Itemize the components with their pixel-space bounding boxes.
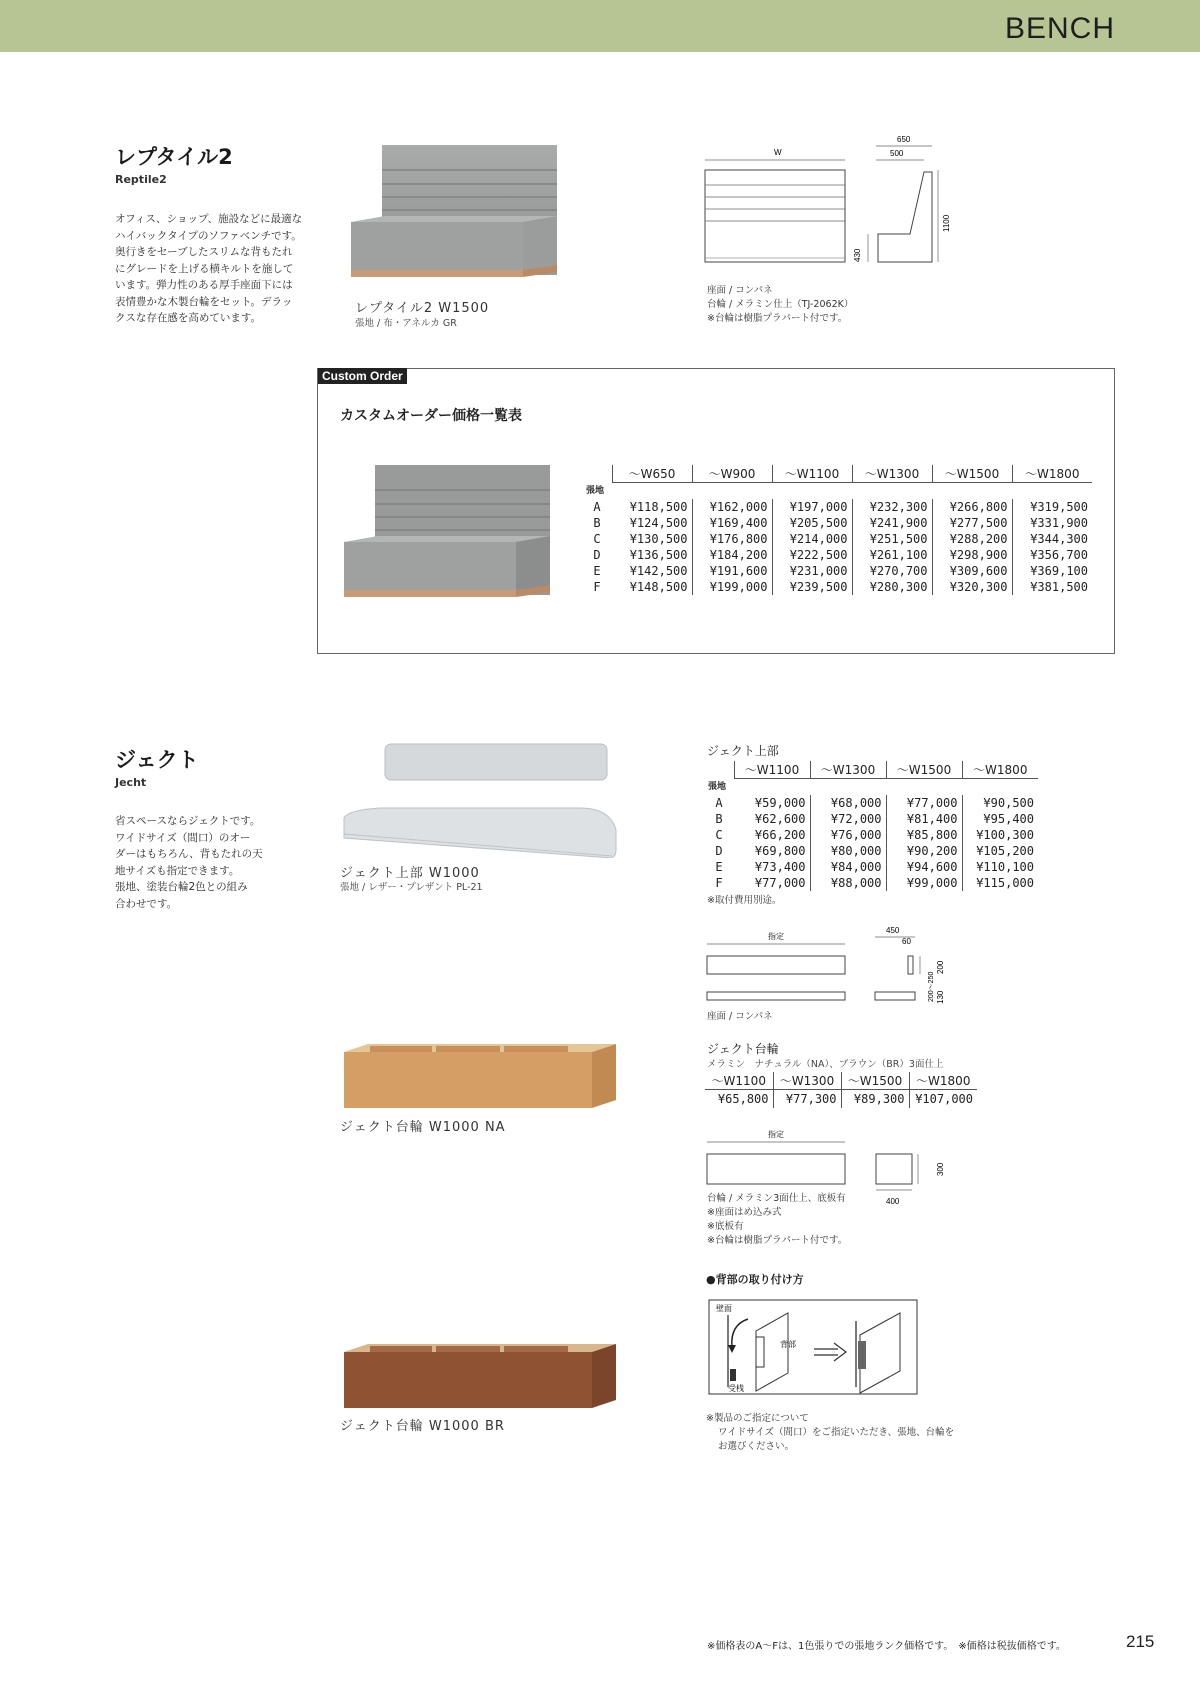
price-cell: ¥118,500 [629,499,688,514]
column-header: 〜W1300 [852,465,932,483]
grade-cell: D [593,547,601,562]
price-cell: ¥66,200 [754,827,806,842]
mount-back-label: 背部 [780,1340,796,1349]
price-cell: ¥89,300 [841,1090,909,1108]
column-header: 〜W1500 [886,761,962,779]
price-cell: ¥191,600 [692,563,772,579]
mount-rail-label: 受桟 [728,1384,744,1393]
spec-line: ※座面はめ込み式 [707,1207,782,1218]
grade-cell: C [593,531,601,546]
price-cell: ¥241,900 [852,515,932,531]
note-line: ワイドサイズ（間口）をご指定いただき、張地、台輪を [718,1427,955,1438]
price-cell: ¥142,500 [629,563,688,578]
reptile-photo [345,140,565,290]
price-cell: ¥331,900 [1012,515,1092,531]
table-row [704,875,1038,891]
price-cell: ¥214,000 [772,531,852,547]
table-row [704,811,1038,827]
grade-cell: D [715,843,723,858]
table-row [582,531,1092,547]
price-cell: ¥105,200 [962,843,1038,859]
ject-name-en: Jecht [115,776,147,789]
dim-650: 650 [897,135,911,144]
ject-top-dim-60: 60 [902,937,911,946]
mount-diagram [708,1299,918,1395]
custom-order-title: カスタムオーダー価格一覧表 [340,408,522,424]
price-cell: ¥124,500 [629,515,688,530]
ject-top-note: ※取付費用別途。 [707,895,782,906]
desc-line: 合わせです。 [115,897,178,910]
ject-base-br-photo [340,1340,620,1410]
desc-line: 奥行きをセーブしたスリムな背もたれ [115,246,293,258]
page-number: 215 [1126,1632,1155,1651]
price-cell: ¥344,300 [1012,531,1092,547]
spec-line: ※底板有 [707,1221,744,1232]
price-cell: ¥319,500 [1012,499,1092,515]
price-cell: ¥136,500 [629,547,688,562]
price-cell: ¥184,200 [692,547,772,563]
ject-top-price-table [704,761,1038,891]
price-cell: ¥65,800 [717,1091,769,1106]
dim-w: W [774,148,782,157]
ject-top-dim-w: 指定 [768,932,784,941]
price-cell: ¥381,500 [1012,579,1092,595]
ject-top-dim-130: 130 [936,990,945,1004]
column-header: 〜W1100 [772,465,852,483]
desc-line: ワイドサイズ（間口）のオー [115,831,251,844]
ject-top-drawing [700,924,960,1019]
price-cell: ¥72,000 [810,811,886,827]
ject-top-sub: 張地 / レザー・プレザント PL-21 [340,882,483,893]
dim-500: 500 [890,149,904,158]
spec-line: 台輪 / メラミン仕上（TJ-2062K） [707,299,854,310]
grade-cell: B [715,811,723,826]
column-header: 〜W1800 [909,1072,977,1090]
custom-order-price-table [582,465,1092,595]
price-cell: ¥288,200 [932,531,1012,547]
price-cell: ¥107,000 [909,1090,977,1108]
price-cell: ¥68,000 [810,795,886,811]
desc-line: オフィス、ショップ、施設などに最適な [115,213,303,225]
desc-line: ハイバックタイプのソファベンチです。 [115,229,302,242]
price-cell: ¥90,200 [886,843,962,859]
price-cell: ¥251,500 [852,531,932,547]
table-row [704,795,1038,811]
header-band [0,0,1200,52]
spec-line: 座面 / コンパネ [707,285,773,296]
custom-order-tag: Custom Order [318,368,407,384]
ject-top-table-title: ジェクト上部 [707,744,779,758]
spec-line: 台輪 / メラミン3面仕上、底板有 [707,1193,846,1204]
ject-base-na-photo [340,1040,620,1110]
table-row [704,827,1038,843]
price-cell: ¥270,700 [852,563,932,579]
ject-base-table-subtitle: メラミン ナチュラル（NA）、ブラウン（BR）3面仕上 [707,1059,944,1070]
reptile-name-en: Reptile2 [115,173,167,186]
price-cell: ¥298,900 [932,547,1012,563]
price-cell: ¥356,700 [1012,547,1092,563]
ject-top-spec: 座面 / コンパネ [707,1011,773,1022]
table-row [582,563,1092,579]
section-title: BENCH [1004,12,1115,45]
column-header: 〜W1100 [705,1072,773,1090]
grade-cell: E [593,563,601,578]
ject-top-dim-range: 200〜250 [928,971,935,1002]
column-header: 〜W650 [612,465,692,483]
spec-line: ※台輪は樹脂プラパート付です。 [707,1235,848,1246]
ject-description [115,813,285,912]
price-cell: ¥90,500 [962,795,1038,811]
ject-order-note [706,1412,954,1454]
table-row [704,843,1038,859]
price-cell: ¥280,300 [852,579,932,595]
grade-label: 張地 [586,485,605,496]
reptile-name: レプタイル2 [115,145,233,169]
price-cell: ¥199,000 [692,579,772,595]
price-cell: ¥148,500 [629,579,688,594]
ject-top-caption: ジェクト上部 W1000 [340,866,480,881]
ject-name: ジェクト [115,748,199,772]
desc-line: います。弾力性のある厚手座面下には [115,279,293,291]
price-cell: ¥231,000 [772,563,852,579]
column-header: 〜W1800 [962,761,1038,779]
note-line: ※製品のご指定について [706,1413,809,1424]
price-cell: ¥176,800 [692,531,772,547]
table-row [582,579,1092,595]
price-cell: ¥84,000 [810,859,886,875]
price-cell: ¥320,300 [932,579,1012,595]
reptile-photo-sub: 張地 / 布・アネルカ GR [355,318,457,329]
column-header: 〜W1500 [932,465,1012,483]
grade-cell: A [715,795,723,810]
spec-line: ※台輪は樹脂プラパート付です。 [707,313,848,324]
custom-order-photo [340,460,560,610]
price-cell: ¥76,000 [810,827,886,843]
grade-cell: F [715,875,723,890]
price-cell: ¥169,400 [692,515,772,531]
table-row [582,547,1092,563]
price-cell: ¥261,100 [852,547,932,563]
price-cell: ¥110,100 [962,859,1038,875]
price-cell: ¥266,800 [932,499,1012,515]
reptile-description [115,211,315,327]
reptile-spec [707,284,853,326]
grade-cell: A [593,499,601,514]
desc-line: ダーはもちろん、背もたれの天 [115,848,263,860]
price-cell: ¥222,500 [772,547,852,563]
footer-note: ※価格表のA〜Fは、1色張りでの張地ランク価格です。 ※価格は税抜価格です。 [707,1641,1066,1652]
price-cell: ¥100,300 [962,827,1038,843]
price-cell: ¥197,000 [772,499,852,515]
column-header: 〜W1500 [841,1072,909,1090]
price-cell: ¥309,600 [932,563,1012,579]
price-cell: ¥62,600 [754,811,806,826]
price-cell: ¥81,400 [886,811,962,827]
ject-base-dim-300: 300 [936,1162,945,1176]
price-cell: ¥205,500 [772,515,852,531]
price-cell: ¥85,800 [886,827,962,843]
desc-line: クスな存在感を高めています。 [115,312,262,324]
price-cell: ¥239,500 [772,579,852,595]
price-cell: ¥77,000 [754,875,806,890]
table-row [704,859,1038,875]
dim-1100: 1100 [942,214,951,232]
reptile-photo-caption: レプタイル2 W1500 [355,301,490,316]
price-cell: ¥77,300 [773,1090,841,1108]
ject-top-dim-450: 450 [886,926,900,935]
column-header: 〜W900 [692,465,772,483]
price-cell: ¥77,000 [886,795,962,811]
desc-line: 表情豊かな木製台輪をセット。デラッ [115,295,293,308]
grade-label: 張地 [708,781,727,792]
price-cell: ¥95,400 [962,811,1038,827]
note-line: お選びください。 [718,1441,795,1452]
ject-base-br-caption: ジェクト台輪 W1000 BR [340,1419,505,1434]
price-cell: ¥69,800 [754,843,806,858]
price-cell: ¥115,000 [962,875,1038,891]
grade-cell: B [593,515,601,530]
price-cell: ¥232,300 [852,499,932,515]
price-cell: ¥94,600 [886,859,962,875]
ject-base-dim-w: 指定 [768,1130,784,1139]
column-header: 〜W1800 [1012,465,1092,483]
reptile-drawing [700,134,960,274]
grade-cell: F [593,579,601,594]
grade-cell: C [715,827,723,842]
ject-base-dim-400: 400 [886,1197,900,1206]
mount-wall-label: 壁面 [716,1304,732,1313]
price-cell: ¥80,000 [810,843,886,859]
ject-base-price-table [705,1072,977,1108]
desc-line: 張地、塗装台輪2色との組み [115,881,248,893]
mount-title: ●背部の取り付け方 [706,1273,804,1286]
desc-line: 省スペースならジェクトです。 [115,815,261,827]
price-cell: ¥99,000 [886,875,962,891]
price-cell: ¥73,400 [754,859,806,874]
desc-line: にグレードを上げる横キルトを施して [115,262,294,275]
table-row [582,515,1092,531]
ject-base-table-title: ジェクト台輪 [707,1042,779,1056]
price-cell: ¥162,000 [692,499,772,515]
price-cell: ¥59,000 [754,795,806,810]
table-row [582,499,1092,515]
price-cell: ¥130,500 [629,531,688,546]
ject-top-dim-200: 200 [936,960,945,974]
desc-line: 地サイズも指定できます。 [115,864,240,877]
ject-base-na-caption: ジェクト台輪 W1000 NA [340,1120,506,1135]
column-header: 〜W1100 [734,761,810,779]
ject-top-photo [340,738,620,858]
ject-base-spec [707,1192,847,1248]
column-header: 〜W1300 [773,1072,841,1090]
price-cell: ¥369,100 [1012,563,1092,579]
grade-cell: E [715,859,723,874]
column-header: 〜W1300 [810,761,886,779]
price-cell: ¥277,500 [932,515,1012,531]
price-cell: ¥88,000 [810,875,886,891]
dim-430: 430 [853,248,862,262]
